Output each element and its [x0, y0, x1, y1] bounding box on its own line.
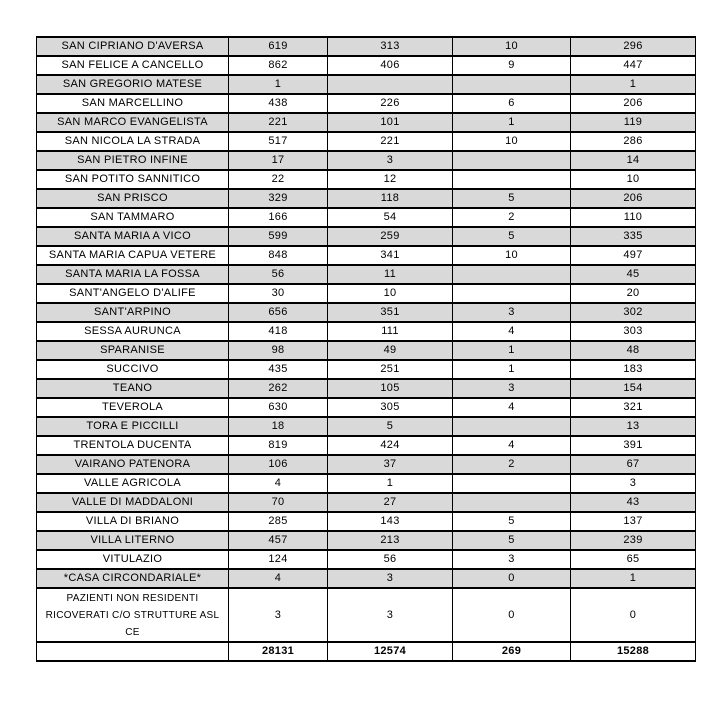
- municipality-name-cell: SAN MARCO EVANGELISTA: [37, 113, 229, 132]
- municipality-name-cell: SANTA MARIA LA FOSSA: [37, 265, 229, 284]
- value-cell: 2: [453, 455, 571, 474]
- municipality-name-cell: VALLE AGRICOLA: [37, 474, 229, 493]
- table-row: [37, 208, 696, 227]
- value-cell: 239: [571, 531, 696, 550]
- value-cell: 5: [453, 227, 571, 246]
- table-row: [37, 398, 696, 417]
- value-cell: 110: [571, 208, 696, 227]
- value-cell: 3: [328, 151, 453, 170]
- value-cell: 305: [328, 398, 453, 417]
- table-row: [37, 56, 696, 75]
- municipality-name-cell: VALLE DI MADDALONI: [37, 493, 229, 512]
- table-row: [37, 360, 696, 379]
- value-cell: 3: [328, 569, 453, 588]
- municipality-name-cell: TRENTOLA DUCENTA: [37, 436, 229, 455]
- municipality-data-table: [36, 36, 696, 662]
- value-cell: 98: [229, 341, 328, 360]
- value-cell: 329: [229, 189, 328, 208]
- value-cell: [328, 75, 453, 94]
- value-cell: 45: [571, 265, 696, 284]
- value-cell: 418: [229, 322, 328, 341]
- value-cell: 137: [571, 512, 696, 531]
- value-cell: 43: [571, 493, 696, 512]
- value-cell: 3: [453, 550, 571, 569]
- value-cell: 630: [229, 398, 328, 417]
- table-row: [37, 37, 696, 56]
- value-cell: 213: [328, 531, 453, 550]
- table-row: [37, 170, 696, 189]
- value-cell: 143: [328, 512, 453, 531]
- value-cell: 10: [453, 37, 571, 56]
- municipality-name-cell: SANTA MARIA CAPUA VETERE: [37, 246, 229, 265]
- value-cell: 18: [229, 417, 328, 436]
- value-cell: 101: [328, 113, 453, 132]
- value-cell: 221: [328, 132, 453, 151]
- table-row: [37, 455, 696, 474]
- value-cell: 48: [571, 341, 696, 360]
- table-row: [37, 531, 696, 550]
- municipality-name-cell: SAN POTITO SANNITICO: [37, 170, 229, 189]
- value-cell: 65: [571, 550, 696, 569]
- value-cell: 497: [571, 246, 696, 265]
- municipality-name-cell: SUCCIVO: [37, 360, 229, 379]
- municipality-name-cell: *CASA CIRCONDARIALE*: [37, 569, 229, 588]
- value-cell: 4: [229, 569, 328, 588]
- value-cell: 599: [229, 227, 328, 246]
- value-cell: 37: [328, 455, 453, 474]
- value-cell: 14: [571, 151, 696, 170]
- municipality-name-cell: SAN NICOLA LA STRADA: [37, 132, 229, 151]
- table-row: [37, 322, 696, 341]
- table-row: [37, 512, 696, 531]
- value-cell: 4: [453, 436, 571, 455]
- value-cell: 10: [453, 246, 571, 265]
- totals-row: [37, 642, 696, 661]
- value-cell: 206: [571, 94, 696, 113]
- value-cell: 656: [229, 303, 328, 322]
- value-cell: 1: [328, 474, 453, 493]
- value-cell: 286: [571, 132, 696, 151]
- municipality-name-cell: VAIRANO PATENORA: [37, 455, 229, 474]
- value-cell: 118: [328, 189, 453, 208]
- municipality-name-cell: TEVEROLA: [37, 398, 229, 417]
- value-cell: 119: [571, 113, 696, 132]
- value-cell: 1: [571, 75, 696, 94]
- table-row: [37, 227, 696, 246]
- value-cell: 0: [453, 569, 571, 588]
- municipality-name-cell: SANTA MARIA A VICO: [37, 227, 229, 246]
- value-cell: 9: [453, 56, 571, 75]
- value-cell: 619: [229, 37, 328, 56]
- value-cell: [453, 265, 571, 284]
- value-cell: 517: [229, 132, 328, 151]
- value-cell: [453, 474, 571, 493]
- table-row: [37, 151, 696, 170]
- value-cell: 11: [328, 265, 453, 284]
- table-row: [37, 303, 696, 322]
- value-cell: [453, 170, 571, 189]
- municipality-name-cell: SAN TAMMARO: [37, 208, 229, 227]
- totals-value-cell: 28131: [229, 642, 328, 661]
- value-cell: 1: [229, 75, 328, 94]
- value-cell: [453, 417, 571, 436]
- value-cell: 251: [328, 360, 453, 379]
- table-row: [37, 588, 696, 642]
- municipality-name-cell: SANT'ARPINO: [37, 303, 229, 322]
- value-cell: 3: [571, 474, 696, 493]
- value-cell: 2: [453, 208, 571, 227]
- table-row: [37, 284, 696, 303]
- value-cell: 406: [328, 56, 453, 75]
- value-cell: [453, 284, 571, 303]
- table-row: [37, 474, 696, 493]
- value-cell: 56: [328, 550, 453, 569]
- table-row: [37, 341, 696, 360]
- municipality-name-cell: VITULAZIO: [37, 550, 229, 569]
- table-row: [37, 379, 696, 398]
- municipality-name-cell: SAN CIPRIANO D'AVERSA: [37, 37, 229, 56]
- municipality-name-cell: SESSA AURUNCA: [37, 322, 229, 341]
- municipality-name-cell: SAN PIETRO INFINE: [37, 151, 229, 170]
- value-cell: 862: [229, 56, 328, 75]
- value-cell: 1: [453, 341, 571, 360]
- municipality-name-cell: SAN FELICE A CANCELLO: [37, 56, 229, 75]
- table-row: [37, 132, 696, 151]
- value-cell: [453, 493, 571, 512]
- value-cell: 302: [571, 303, 696, 322]
- municipality-name-cell: SPARANISE: [37, 341, 229, 360]
- municipality-name-cell: TEANO: [37, 379, 229, 398]
- value-cell: 5: [453, 531, 571, 550]
- value-cell: 259: [328, 227, 453, 246]
- value-cell: 3: [453, 303, 571, 322]
- value-cell: 351: [328, 303, 453, 322]
- value-cell: 10: [571, 170, 696, 189]
- municipality-data-table-wrap: [36, 36, 696, 662]
- value-cell: 206: [571, 189, 696, 208]
- value-cell: [453, 75, 571, 94]
- totals-value-cell: 15288: [571, 642, 696, 661]
- municipality-name-cell: SAN MARCELLINO: [37, 94, 229, 113]
- table-row: [37, 94, 696, 113]
- table-row: [37, 75, 696, 94]
- value-cell: 335: [571, 227, 696, 246]
- value-cell: 4: [453, 322, 571, 341]
- value-cell: 54: [328, 208, 453, 227]
- value-cell: 166: [229, 208, 328, 227]
- value-cell: 341: [328, 246, 453, 265]
- table-row: [37, 550, 696, 569]
- totals-empty-cell: [37, 642, 229, 661]
- value-cell: 447: [571, 56, 696, 75]
- value-cell: 70: [229, 493, 328, 512]
- value-cell: 10: [328, 284, 453, 303]
- value-cell: 13: [571, 417, 696, 436]
- value-cell: 105: [328, 379, 453, 398]
- value-cell: 154: [571, 379, 696, 398]
- value-cell: 303: [571, 322, 696, 341]
- value-cell: 124: [229, 550, 328, 569]
- municipality-name-cell: TORA E PICCILLI: [37, 417, 229, 436]
- value-cell: 3: [453, 379, 571, 398]
- totals-value-cell: 12574: [328, 642, 453, 661]
- municipality-name-cell: VILLA LITERNO: [37, 531, 229, 550]
- value-cell: 10: [453, 132, 571, 151]
- value-cell: 848: [229, 246, 328, 265]
- municipality-name-cell: SAN GREGORIO MATESE: [37, 75, 229, 94]
- value-cell: 17: [229, 151, 328, 170]
- value-cell: 457: [229, 531, 328, 550]
- value-cell: 20: [571, 284, 696, 303]
- value-cell: 106: [229, 455, 328, 474]
- value-cell: 0: [571, 588, 696, 642]
- value-cell: 819: [229, 436, 328, 455]
- value-cell: 3: [328, 588, 453, 642]
- municipality-name-cell: SANT'ANGELO D'ALIFE: [37, 284, 229, 303]
- table-row: [37, 189, 696, 208]
- value-cell: 49: [328, 341, 453, 360]
- value-cell: [453, 151, 571, 170]
- value-cell: 221: [229, 113, 328, 132]
- municipality-name-cell: PAZIENTI NON RESIDENTI RICOVERATI C/O STRUTTURE ASL CE: [37, 588, 229, 642]
- table-body: [37, 37, 696, 642]
- value-cell: 391: [571, 436, 696, 455]
- value-cell: 262: [229, 379, 328, 398]
- table-row: [37, 246, 696, 265]
- value-cell: 30: [229, 284, 328, 303]
- value-cell: 438: [229, 94, 328, 113]
- table-row: [37, 436, 696, 455]
- value-cell: 4: [453, 398, 571, 417]
- value-cell: 296: [571, 37, 696, 56]
- municipality-name-cell: SAN PRISCO: [37, 189, 229, 208]
- value-cell: 424: [328, 436, 453, 455]
- value-cell: 56: [229, 265, 328, 284]
- table-row: [37, 265, 696, 284]
- value-cell: 1: [453, 113, 571, 132]
- value-cell: 22: [229, 170, 328, 189]
- value-cell: 27: [328, 493, 453, 512]
- value-cell: 5: [328, 417, 453, 436]
- value-cell: 1: [571, 569, 696, 588]
- value-cell: 435: [229, 360, 328, 379]
- municipality-name-cell: VILLA DI BRIANO: [37, 512, 229, 531]
- table-row: [37, 417, 696, 436]
- table-row: [37, 113, 696, 132]
- value-cell: 5: [453, 512, 571, 531]
- value-cell: 6: [453, 94, 571, 113]
- value-cell: 183: [571, 360, 696, 379]
- table-row: [37, 493, 696, 512]
- value-cell: 313: [328, 37, 453, 56]
- value-cell: 12: [328, 170, 453, 189]
- value-cell: 4: [229, 474, 328, 493]
- value-cell: 111: [328, 322, 453, 341]
- value-cell: 1: [453, 360, 571, 379]
- value-cell: 285: [229, 512, 328, 531]
- value-cell: 321: [571, 398, 696, 417]
- table-row: [37, 569, 696, 588]
- value-cell: 5: [453, 189, 571, 208]
- value-cell: 0: [453, 588, 571, 642]
- value-cell: 67: [571, 455, 696, 474]
- value-cell: 3: [229, 588, 328, 642]
- value-cell: 226: [328, 94, 453, 113]
- totals-value-cell: 269: [453, 642, 571, 661]
